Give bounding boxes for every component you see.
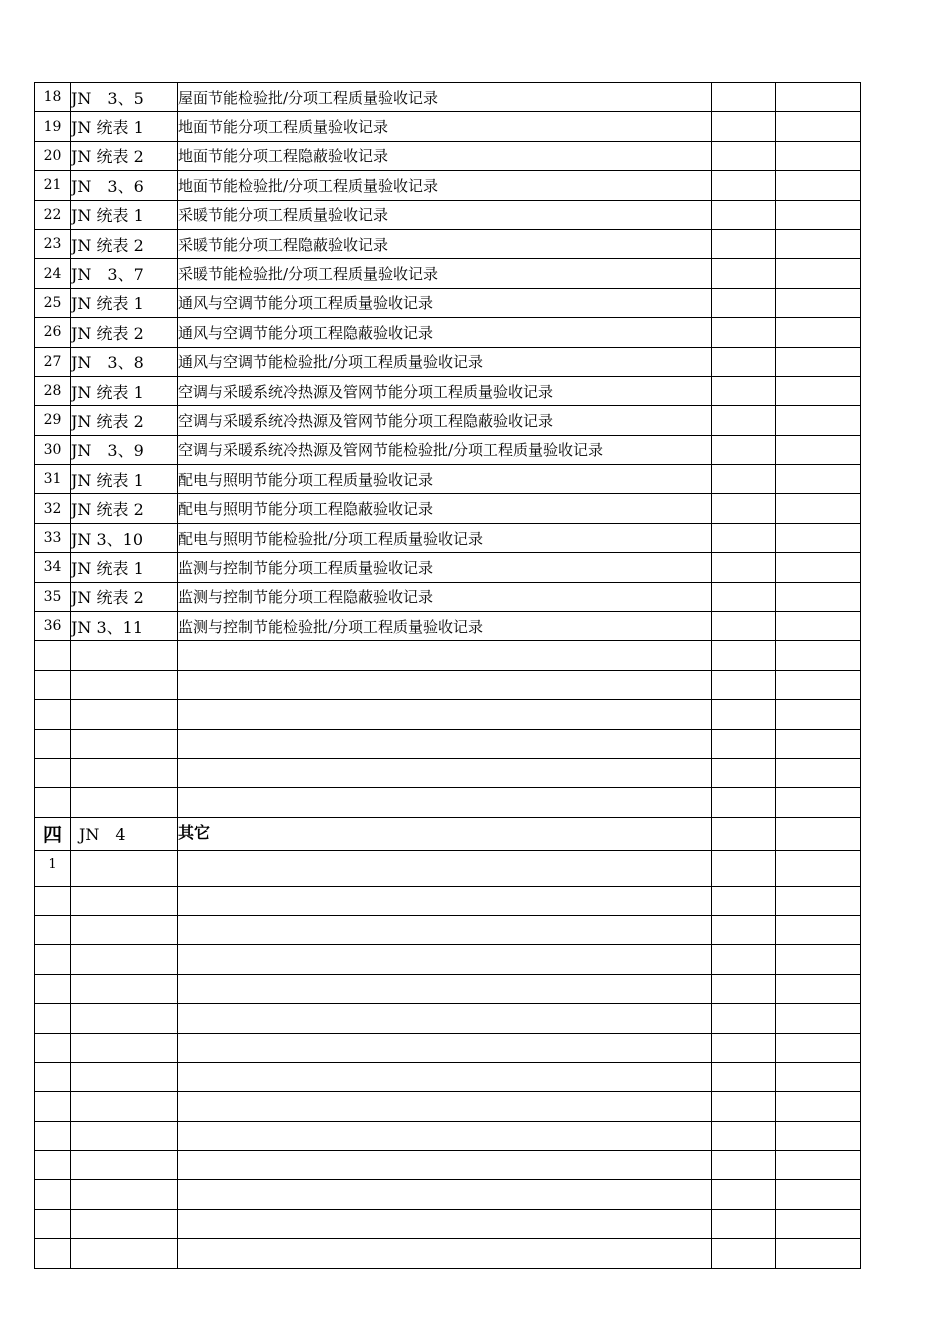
empty-cell <box>35 1209 71 1238</box>
empty-cell <box>776 1209 861 1238</box>
cell-remarks <box>776 817 861 850</box>
empty-cell <box>178 1033 712 1062</box>
empty-row <box>35 700 861 729</box>
record-title: 空调与采暖系统冷热源及管网节能检验批/分项工程质量验收记录 <box>178 435 712 464</box>
form-code: JN 3、9 <box>71 435 178 464</box>
form-code: JN 统表 2 <box>71 582 178 611</box>
table-row <box>35 582 861 611</box>
empty-cell <box>776 1151 861 1180</box>
empty-row <box>35 1033 861 1062</box>
empty-row <box>35 758 861 787</box>
empty-cell <box>35 700 71 729</box>
empty-cell <box>71 641 178 670</box>
table-row <box>35 83 861 112</box>
cell-pages <box>712 553 776 582</box>
table-row <box>35 288 861 317</box>
cell-pages <box>712 612 776 641</box>
cell-remarks <box>776 494 861 523</box>
cell-remarks <box>776 347 861 376</box>
empty-cell <box>71 886 178 915</box>
form-code: JN 统表 2 <box>71 141 178 170</box>
empty-cell <box>712 1062 776 1091</box>
record-title: 通风与空调节能分项工程隐蔽验收记录 <box>178 318 712 347</box>
section-title: 其它 <box>178 817 712 850</box>
table-row <box>35 318 861 347</box>
cell-remarks <box>776 259 861 288</box>
row-number: 34 <box>35 553 71 582</box>
record-title: 配电与照明节能分项工程质量验收记录 <box>178 465 712 494</box>
cell-remarks <box>776 83 861 112</box>
empty-row <box>35 788 861 817</box>
empty-cell <box>71 945 178 974</box>
empty-cell <box>71 1151 178 1180</box>
empty-cell <box>35 641 71 670</box>
row-number: 31 <box>35 465 71 494</box>
empty-cell <box>178 1004 712 1033</box>
table-row <box>35 494 861 523</box>
empty-cell <box>178 729 712 758</box>
table-row <box>35 112 861 141</box>
section-heading-row <box>35 817 861 850</box>
empty-row <box>35 974 861 1003</box>
empty-row <box>35 1121 861 1150</box>
empty-cell <box>35 1121 71 1150</box>
row-number: 29 <box>35 406 71 435</box>
empty-cell <box>712 1033 776 1062</box>
empty-cell <box>178 1151 712 1180</box>
empty-cell <box>71 1033 178 1062</box>
empty-cell <box>712 788 776 817</box>
empty-cell <box>71 1180 178 1209</box>
empty-cell <box>712 670 776 699</box>
cell-pages <box>712 523 776 552</box>
table-row <box>35 229 861 258</box>
table-row <box>35 259 861 288</box>
form-code: JN 3、5 <box>71 83 178 112</box>
table-row <box>35 347 861 376</box>
empty-cell <box>712 1209 776 1238</box>
empty-cell <box>776 974 861 1003</box>
row-number: 36 <box>35 612 71 641</box>
empty-cell <box>71 729 178 758</box>
record-title: 监测与控制节能分项工程隐蔽验收记录 <box>178 582 712 611</box>
cell-remarks <box>776 406 861 435</box>
empty-cell <box>71 1239 178 1268</box>
table-row <box>35 523 861 552</box>
empty-cell <box>71 700 178 729</box>
table-row <box>35 171 861 200</box>
table-row <box>35 376 861 405</box>
cell-pages <box>712 112 776 141</box>
empty-cell <box>178 945 712 974</box>
empty-cell <box>776 851 861 886</box>
empty-cell <box>178 670 712 699</box>
cell-remarks <box>776 435 861 464</box>
record-title: 采暖节能检验批/分项工程质量验收记录 <box>178 259 712 288</box>
form-code: JN 统表 2 <box>71 406 178 435</box>
empty-cell <box>776 700 861 729</box>
form-code: JN 统表 1 <box>71 553 178 582</box>
empty-cell <box>776 1062 861 1091</box>
cell-remarks <box>776 582 861 611</box>
row-number: 27 <box>35 347 71 376</box>
empty-row <box>35 1004 861 1033</box>
row-number: 18 <box>35 83 71 112</box>
empty-cell <box>35 1033 71 1062</box>
empty-row <box>35 1092 861 1121</box>
form-code: JN 3、6 <box>71 171 178 200</box>
empty-cell <box>178 700 712 729</box>
row-number: 21 <box>35 171 71 200</box>
empty-cell <box>71 974 178 1003</box>
record-title: 监测与控制节能检验批/分项工程质量验收记录 <box>178 612 712 641</box>
empty-cell <box>712 886 776 915</box>
empty-cell <box>712 641 776 670</box>
empty-cell <box>71 1092 178 1121</box>
empty-cell <box>712 729 776 758</box>
empty-cell <box>35 1151 71 1180</box>
cell-remarks <box>776 200 861 229</box>
row-number: 33 <box>35 523 71 552</box>
empty-cell <box>71 1004 178 1033</box>
row-number: 30 <box>35 435 71 464</box>
section-number: 四 <box>35 817 71 850</box>
empty-row <box>35 945 861 974</box>
empty-cell <box>35 788 71 817</box>
record-title: 通风与空调节能分项工程质量验收记录 <box>178 288 712 317</box>
empty-row <box>35 1180 861 1209</box>
cell-remarks <box>776 376 861 405</box>
cell-pages <box>712 465 776 494</box>
form-code: JN 3、7 <box>71 259 178 288</box>
empty-cell <box>178 1180 712 1209</box>
cell-pages <box>712 83 776 112</box>
cell-remarks <box>776 612 861 641</box>
empty-cell <box>71 670 178 699</box>
empty-cell <box>776 788 861 817</box>
record-title: 屋面节能检验批/分项工程质量验收记录 <box>178 83 712 112</box>
empty-cell <box>178 886 712 915</box>
cell-pages <box>712 141 776 170</box>
record-title: 采暖节能分项工程质量验收记录 <box>178 200 712 229</box>
empty-row <box>35 915 861 944</box>
record-title: 监测与控制节能分项工程质量验收记录 <box>178 553 712 582</box>
cell-remarks <box>776 112 861 141</box>
form-code: JN 统表 2 <box>71 494 178 523</box>
empty-cell <box>35 1092 71 1121</box>
empty-cell <box>35 1239 71 1268</box>
empty-cell <box>776 1180 861 1209</box>
cell-remarks <box>776 141 861 170</box>
row-number: 20 <box>35 141 71 170</box>
form-code: JN 统表 1 <box>71 288 178 317</box>
empty-cell <box>712 945 776 974</box>
record-title: 采暖节能分项工程隐蔽验收记录 <box>178 229 712 258</box>
record-title: 配电与照明节能检验批/分项工程质量验收记录 <box>178 523 712 552</box>
empty-cell <box>71 915 178 944</box>
form-code: JN 统表 2 <box>71 318 178 347</box>
empty-cell <box>178 788 712 817</box>
table-row <box>35 553 861 582</box>
cell-remarks <box>776 318 861 347</box>
empty-cell <box>712 1092 776 1121</box>
empty-cell <box>178 915 712 944</box>
form-code: JN 统表 1 <box>71 200 178 229</box>
row-number: 23 <box>35 229 71 258</box>
empty-cell <box>71 1121 178 1150</box>
empty-cell <box>776 670 861 699</box>
empty-cell <box>712 1239 776 1268</box>
empty-cell <box>712 915 776 944</box>
empty-cell <box>71 788 178 817</box>
row-number: 32 <box>35 494 71 523</box>
empty-cell <box>776 915 861 944</box>
empty-cell <box>776 945 861 974</box>
table-row <box>35 612 861 641</box>
form-code: JN 统表 1 <box>71 465 178 494</box>
cell-pages <box>712 406 776 435</box>
empty-cell <box>35 1062 71 1091</box>
table-row <box>35 200 861 229</box>
empty-cell <box>178 974 712 1003</box>
empty-cell <box>712 1004 776 1033</box>
cell-remarks <box>776 171 861 200</box>
empty-cell <box>35 670 71 699</box>
cell-pages <box>712 229 776 258</box>
empty-row <box>35 1151 861 1180</box>
empty-cell <box>712 700 776 729</box>
empty-cell <box>712 758 776 787</box>
row-number: 19 <box>35 112 71 141</box>
empty-cell <box>776 1004 861 1033</box>
cell-pages <box>712 435 776 464</box>
empty-cell <box>71 851 178 886</box>
empty-cell <box>35 886 71 915</box>
empty-cell <box>35 945 71 974</box>
row-number: 35 <box>35 582 71 611</box>
empty-cell <box>712 974 776 1003</box>
empty-cell <box>35 915 71 944</box>
empty-row <box>35 641 861 670</box>
empty-cell <box>35 1180 71 1209</box>
table-row <box>35 141 861 170</box>
cell-pages <box>712 376 776 405</box>
cell-pages <box>712 318 776 347</box>
cell-remarks <box>776 523 861 552</box>
table-row <box>35 406 861 435</box>
form-code: JN 统表 2 <box>71 229 178 258</box>
empty-cell <box>712 1180 776 1209</box>
empty-cell <box>35 729 71 758</box>
empty-cell <box>776 1121 861 1150</box>
empty-cell <box>178 1239 712 1268</box>
table-row <box>35 851 861 886</box>
cell-pages <box>712 259 776 288</box>
cell-remarks <box>776 229 861 258</box>
form-code: JN 统表 1 <box>71 112 178 141</box>
form-code: JN 3、11 <box>71 612 178 641</box>
form-code: JN 3、10 <box>71 523 178 552</box>
empty-cell <box>71 758 178 787</box>
empty-cell <box>178 1092 712 1121</box>
empty-row <box>35 1209 861 1238</box>
section-code: JN 4 <box>71 817 178 850</box>
cell-pages <box>712 200 776 229</box>
cell-remarks <box>776 465 861 494</box>
cell-remarks <box>776 553 861 582</box>
record-title: 空调与采暖系统冷热源及管网节能分项工程质量验收记录 <box>178 376 712 405</box>
record-title: 配电与照明节能分项工程隐蔽验收记录 <box>178 494 712 523</box>
record-title: 空调与采暖系统冷热源及管网节能分项工程隐蔽验收记录 <box>178 406 712 435</box>
form-code: JN 3、8 <box>71 347 178 376</box>
empty-cell <box>35 974 71 1003</box>
empty-cell <box>178 641 712 670</box>
empty-cell <box>35 758 71 787</box>
empty-cell <box>776 641 861 670</box>
row-number: 28 <box>35 376 71 405</box>
row-number: 25 <box>35 288 71 317</box>
empty-cell <box>712 1151 776 1180</box>
cell-pages <box>712 288 776 317</box>
empty-cell <box>776 729 861 758</box>
empty-cell <box>71 1062 178 1091</box>
record-title: 地面节能分项工程质量验收记录 <box>178 112 712 141</box>
empty-cell <box>71 1209 178 1238</box>
empty-cell <box>776 758 861 787</box>
record-index-table <box>34 82 861 1269</box>
cell-pages <box>712 171 776 200</box>
record-title: 通风与空调节能检验批/分项工程质量验收记录 <box>178 347 712 376</box>
table-row <box>35 435 861 464</box>
empty-cell <box>35 1004 71 1033</box>
empty-cell <box>712 851 776 886</box>
empty-row <box>35 1239 861 1268</box>
cell-pages <box>712 582 776 611</box>
row-number: 26 <box>35 318 71 347</box>
table-body <box>35 83 861 1269</box>
empty-cell <box>178 1121 712 1150</box>
empty-cell <box>776 1033 861 1062</box>
cell-pages <box>712 817 776 850</box>
empty-cell <box>178 1209 712 1238</box>
row-number: 24 <box>35 259 71 288</box>
empty-cell <box>712 1121 776 1150</box>
empty-row <box>35 1062 861 1091</box>
cell-remarks <box>776 288 861 317</box>
cell-pages <box>712 347 776 376</box>
record-title: 地面节能检验批/分项工程质量验收记录 <box>178 171 712 200</box>
empty-cell <box>776 1092 861 1121</box>
record-title: 地面节能分项工程隐蔽验收记录 <box>178 141 712 170</box>
empty-row <box>35 729 861 758</box>
empty-row <box>35 886 861 915</box>
empty-cell <box>178 1062 712 1091</box>
empty-cell <box>178 851 712 886</box>
cell-pages <box>712 494 776 523</box>
empty-cell <box>178 758 712 787</box>
table-row <box>35 465 861 494</box>
empty-cell <box>776 886 861 915</box>
form-code: JN 统表 1 <box>71 376 178 405</box>
row-number: 1 <box>35 851 71 886</box>
empty-row <box>35 670 861 699</box>
row-number: 22 <box>35 200 71 229</box>
empty-cell <box>776 1239 861 1268</box>
